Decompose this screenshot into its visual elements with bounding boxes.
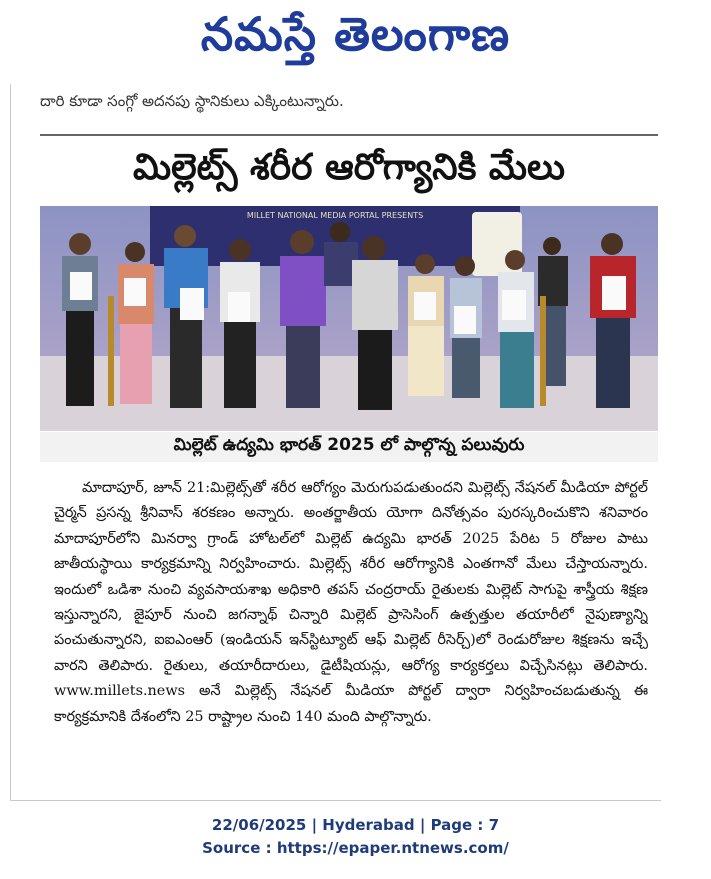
- article-body: మాదాపూర్, జూన్ 21:మిల్లెట్స్‌తో శరీర ఆరోగ్యం మెరుగుపడుతుందని మిల్లెట్స్ నేషనల్ మీడియా పోర్టల్ చైర్మన్ ప్రసన్న శ్రీనివాస్ శరకణం అన్నారు. అంతర్జాతీయ యోగా దినోత్సవం పురస్కరించుకొని శనివారం మాదాపూర్‌లోని మినర్వా గ్రాండ్ హోటల్‌లో మిల్లెట్ ఉద్యమి భారత్ 2025 పేరిట 5 రోజుల పాటు జాతీయస్థాయి కార్యక్రమాన్ని నిర్వహించారు. మిల్లెట్స్ శరీర ఆరోగ్యానికి ఎంతగానో మేలు చేస్తాయన్నారు. ఇందులో ఒడిశా నుంచి వ్యవసాయశాఖ అధికారి తపస్ చంద్రరాయ్ రైతులకు మిల్లెట్ సాగుపై శాస్త్రీయ శిక్షణ ఇస్తున్నారని, జైపూర్ నుంచి జగన్నాథ్ చిన్నారి మిల్లెట్ ప్రాసెసింగ్ ఉత్పత్తుల తయారీలో నైపుణ్యాన్ని పంచుతున్నారని, ఐఐఎంఆర్ (ఇండియన్ ఇన్‌స్టిట్యూట్ ఆఫ్ మిల్లెట్ రీసెర్చ్)లో రెండురోజుల శిక్షణను ఇచ్చే వారని తెలిపారు. రైతులు, తయారీదారులు, డైటీషియన్లు, ఆరోగ్య కార్యకర్తలు విచ్చేసినట్లు తెలిపారు. www.millets.news అనే మిల్లెట్స్ నేషనల్ మీడియా పోర్టల్ ద్వారా నిర్వహించబడుతున్న ఈ కార్యక్రమానికి దేశంలోని 25 రాష్ట్రాల నుంచి 140 మంది పాల్గొన్నారు.: [54, 480, 648, 725]
- newspaper-masthead: [0, 0, 711, 80]
- photo-caption: మిల్లెట్ ఉద్యమి భారత్ 2025 లో పాల్గొన్న పలువురు: [40, 432, 658, 462]
- photo-banner-text: MILLET NATIONAL MEDIA PORTAL PRESENTS: [246, 211, 424, 220]
- masthead-title: నమస్తే తెలంగాణ: [200, 7, 511, 61]
- source-line: Source : https://epaper.ntnews.com/: [202, 839, 509, 857]
- headline-divider: [40, 134, 658, 136]
- previous-article-fragment: దారి కూడా సంగ్గో అదనపు స్థానికులు ఎక్కింటున్నారు.: [40, 92, 344, 110]
- article-photo: [40, 206, 658, 431]
- article-headline: మిల్లెట్స్ శరీర ఆరోగ్యానికి మేలు: [133, 147, 565, 188]
- publication-date-line: 22/06/2025 | Hyderabad | Page : 7: [211, 816, 500, 834]
